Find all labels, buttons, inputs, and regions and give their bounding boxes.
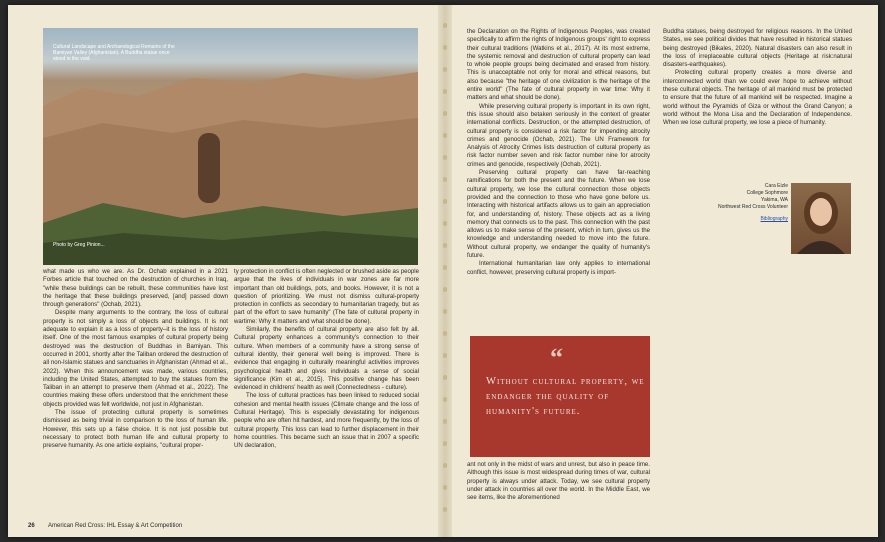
author-role: Northwest Red Cross Volunteer xyxy=(717,204,788,210)
author-block xyxy=(718,183,788,223)
author-city: Yakima, WA xyxy=(761,197,788,203)
binding-stitch xyxy=(443,177,447,182)
footer-title: American Red Cross: IHL Essay & Art Competition xyxy=(48,523,183,529)
binding-stitch xyxy=(443,199,447,204)
paragraph: ty protection in conflict is often neglected or brushed aside as people argue that the lives of individuals in war zones are far more important than old buildings, pots, and books. However, it is not a question of prioritizing. We must not dismiss cultural-property protection in conflicts as secondary to humanitarian tragedy, but as part of the effort to save humanity" (The fate of cultural property in wartime: Why it matters and what should be done). xyxy=(234,268,419,325)
binding-stitch xyxy=(443,155,447,160)
binding-stitch xyxy=(443,419,447,424)
page-number: 26 xyxy=(28,523,35,529)
binding-stitch xyxy=(443,375,447,380)
binding-stitch xyxy=(443,45,447,50)
paragraph: Preserving cultural property can have far-reaching ramifications for both the present and the future. When we lose cultural property, we lose the cultural connection those objects provided and the connection to those who have gone before us. Interacting with historical artifacts allows us to gain an appreciation for, and understanding of, history. These objects act as a living memory that connects us to the past. This connection with the past allows us to make sense of the present, which in turn, gives us the knowledge and understanding needed to move into the future. Without cultural property, we endanger the quality of humanity's future. xyxy=(467,169,650,260)
pull-quote xyxy=(470,336,650,457)
binding-stitch xyxy=(443,331,447,336)
binding-stitch xyxy=(443,111,447,116)
pull-quote-text: Without cultural property, we endanger the quality of humanity's future. xyxy=(486,376,645,417)
author-name: Cara Eizle xyxy=(764,183,788,189)
column-4 xyxy=(663,28,852,128)
paragraph: Protecting cultural property creates a more diverse and interconnected world than we could ever hope to achieve without these cultural objects. The heritage of all mankind must be protected to ensure that the future of all mankind will be respected. Imagine a world without the Pyramids of Giza or without the Grand Canyon; a world without the Mona Lisa and the Declaration of Independence. When we lose cultural property, we lose a piece of humanity. xyxy=(663,69,852,127)
bibliography-link[interactable]: Bibliography xyxy=(760,216,788,222)
binding-stitch xyxy=(443,485,447,490)
paragraph: International humanitarian law only applies to international conflict, however, preserving cultural property is import- xyxy=(467,260,650,276)
binding-stitch xyxy=(443,243,447,248)
binding-stitch xyxy=(443,89,447,94)
paragraph: the Declaration on the Rights of Indigenous Peoples, was created specifically to affirm the rights of Indigenous groups' right to express their cultural traditions (Watkins et al., 2017). At its most extreme, the systemic removal and destruction of cultural property can lead to whole people groups being decimated and erased from history. This is unacceptable not only for moral and ethical reasons, but also because "the heritage of one civilization is the heritage of the entire world" (The fate of cultural property in war time: Why it matters and what should be done). xyxy=(467,28,650,102)
column-3 xyxy=(467,28,650,277)
binding-stitch xyxy=(443,221,447,226)
bamiyan-photo xyxy=(43,28,418,265)
binding-stitch xyxy=(443,265,447,270)
binding-stitch xyxy=(443,353,447,358)
quote-mark-icon: “ xyxy=(550,343,563,372)
paragraph: While preserving cultural property is important in its own right, this issue should also betaken seriously in the context of greater international conflicts. Destruction, or the attempted destruction, of cultural property is considered a risk factor for impending atrocity crimes and genocide (Ochab, 2021). The UN Framework for Analysis of Atrocity Crimes lists destruction of cultural property as risk factor number seven and risk factor number nine for atrocity crimes and genocide, respectively (Ochab, 2021). xyxy=(467,102,650,168)
column-2 xyxy=(234,268,419,451)
binding-stitch xyxy=(443,309,447,314)
binding-stitch xyxy=(443,133,447,138)
photo-credit: Photo by Greg Pinion... xyxy=(53,242,105,248)
binding-stitch xyxy=(443,287,447,292)
binding-stitch xyxy=(443,397,447,402)
binding-stitch xyxy=(443,23,447,28)
paragraph: Similarly, the benefits of cultural property are also felt by all. Cultural property enhances a community's connection to their culture. When members of a community have a strong sense of cultural identity, their general well being is improved. There is evidence that engaging in culturally meaningful activities improves psychological health and gives individuals a sense of social significance (Kim et al., 2015). This positive change has been evidenced in childrens' health as well (Connectedness - culture). xyxy=(234,326,419,392)
binding-stitch xyxy=(443,507,447,512)
binding-stitch xyxy=(443,463,447,468)
author-year: College Sophmore xyxy=(746,190,788,196)
paragraph: Despite many arguments to the contrary, the loss of cultural property is not simply a loss of objects and buildings. It is not adequate to explain it as a loss of property–it is the loss of history itself. One of the most famous examples of cultural property being destroyed was the destruction of Buddhas in Bamiyan. This occurred in 2001, shortly after the Taliban ordered the destruction of all non-Islamic statues and sanctuaries in Afghanistan (Ahmad et al., 2022). When this announcement was made, various countries, including the United States, attempted to buy the statues from the Taliban in an attempt to preserve them (Ahmad et al., 2022). The countries making these offers understood that the enrichment these objects provided was felt worldwide, not just in Afghanistan. xyxy=(43,309,228,408)
paragraph: The issue of protecting cultural property is sometimes dismissed as being trivial in comparison to the loss of human life. However, this sets up a false choice. It is not just possible but necessary to protect both human life and cultural property to preserve humanity. As one article explains, "cultural proper- xyxy=(43,409,228,450)
portrait-avatar xyxy=(791,183,851,254)
column-1 xyxy=(43,268,228,451)
paragraph: Buddha statues, being destroyed for religious reasons. In the United States, we see political divides that have resulted in historical statues being destroyed (Bikales, 2020). Natural disasters can also result in the loss of irreplaceable cultural objects (Heritage at risk:natural disasters-earthquakes). xyxy=(663,28,852,69)
binding-stitch xyxy=(443,441,447,446)
page-gutter xyxy=(438,5,452,537)
binding-stitch xyxy=(443,67,447,72)
buddha-niche xyxy=(198,133,220,203)
magazine-spread xyxy=(8,5,878,537)
photo-caption: Cultural Landscape and Archaeological Remains of the Bamiyan Valley (Afghanistan). A Buddha statue once stood in the void. xyxy=(53,44,175,62)
cliff-illustration xyxy=(43,28,418,265)
author-portrait xyxy=(791,183,851,254)
column-3-continued xyxy=(467,461,650,502)
paragraph: The loss of cultural practices has been linked to reduced social cohesion and mental health issues (Climate change and the loss of Cultural Heritage). This is especially devastating for indigenous people who are often hit hardest, and more frequently, by the loss of cultural property. This loss can lead to further displacement in their home countries. This became such an issue that in 2007 a specific UN declaration, xyxy=(234,392,419,450)
paragraph: ant not only in the midst of wars and unrest, but also in peace time. Although this issue is most widespread during times of war, cultural property is always under attack. Today, we see cultural property under attack in countries all over the world. In the Middle East, we see items, like the aforementioned xyxy=(467,461,650,502)
paragraph: what made us who we are. As Dr. Ochab explained in a 2021 Forbes article that touched on the destruction of churches in Iraq, "while these buildings can be rebuilt, these communities have lost the heritage that these buildings preserved, [and] passed down through generations" (Ochab, 2021). xyxy=(43,268,228,309)
